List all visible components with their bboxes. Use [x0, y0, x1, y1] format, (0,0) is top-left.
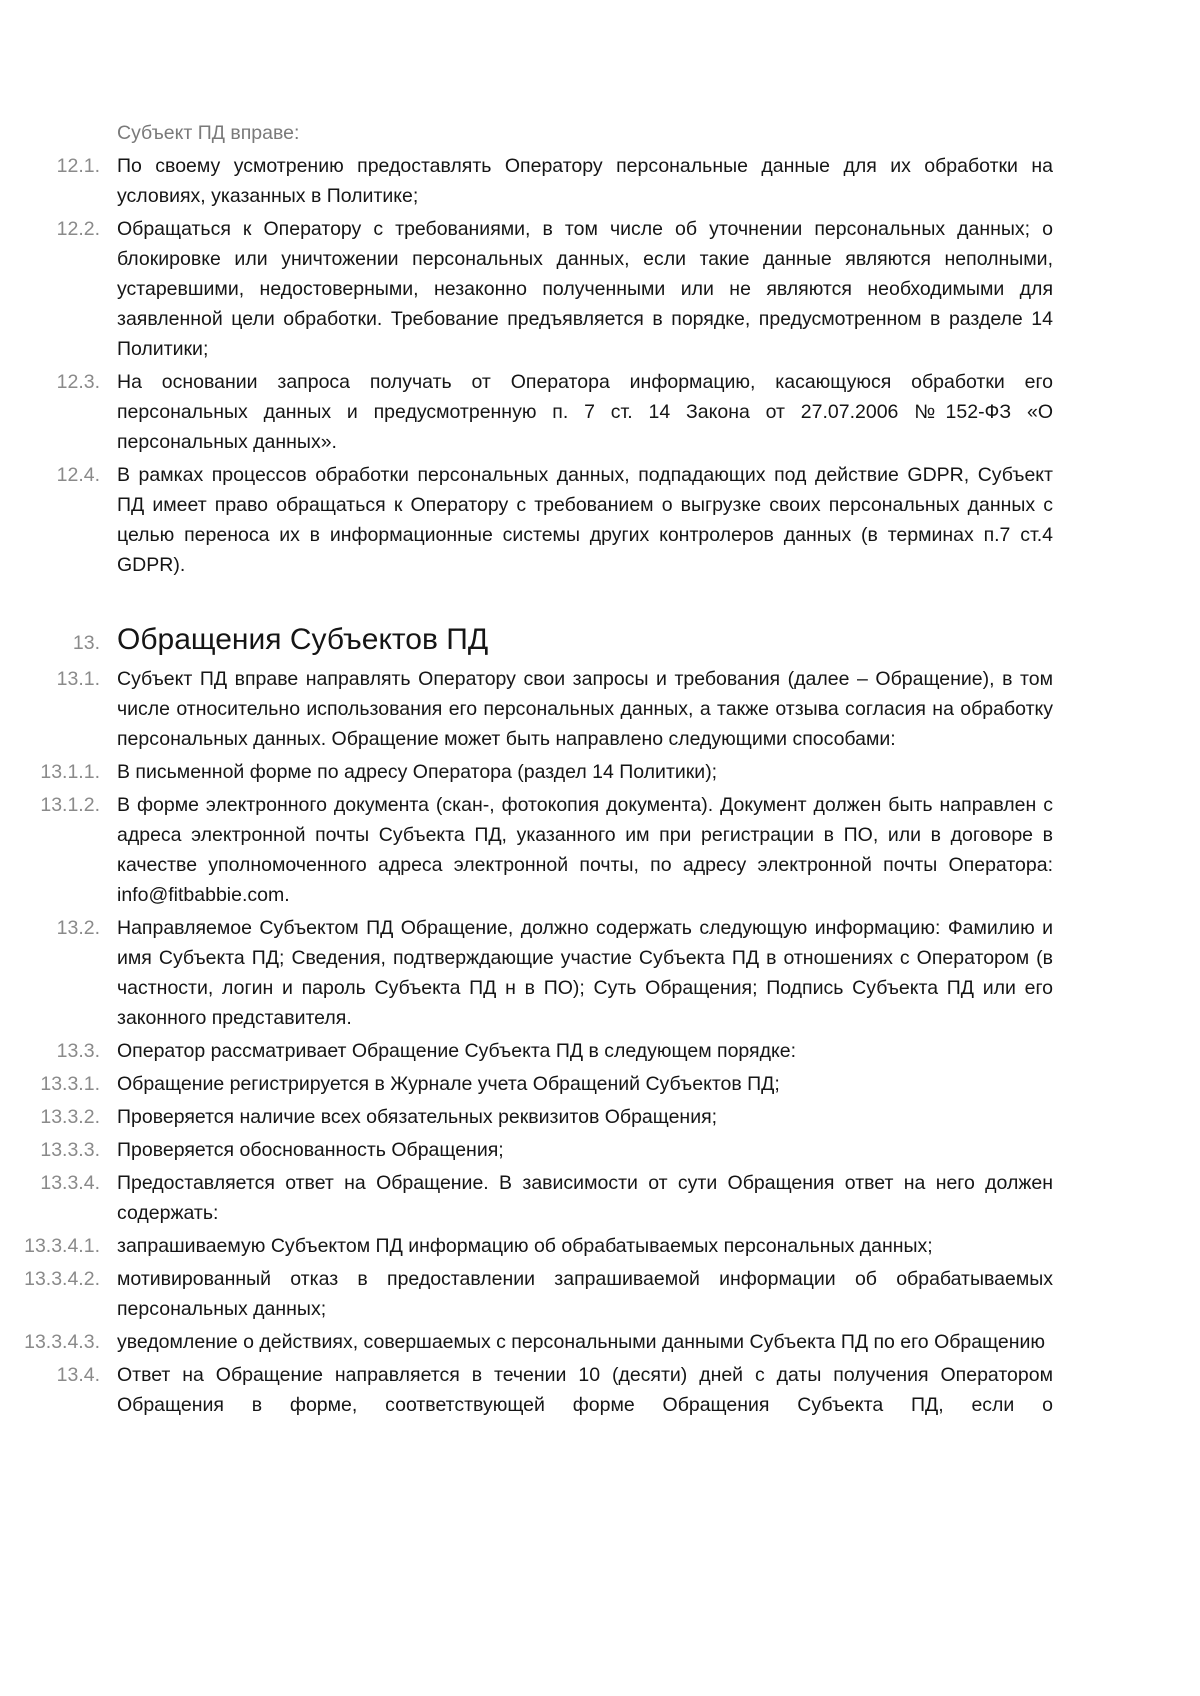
list-item	[0, 1069, 1200, 1099]
list-item	[0, 790, 1200, 910]
heading-title: Обращения Субъектов ПД	[117, 623, 489, 656]
list-item	[0, 1360, 1200, 1420]
heading-number: 13.	[72, 632, 100, 654]
item-text: Субъект ПД вправе направлять Оператору свои запросы и требования (далее – Обращение), в том числе относительно использования его персональных данных, а также отзыва согласия на обработку персональных данных. Обращение может быть направлено следующими способами:	[117, 668, 1053, 750]
item-text: Ответ на Обращение направляется в течении 10 (десяти) дней с даты получения Оператором Обращения в форме, соответствующей форме Обращения Субъекта ПД, если о	[117, 1364, 1053, 1416]
item-text: Обращение регистрируется в Журнале учета Обращений Субъектов ПД;	[117, 1073, 780, 1095]
item-text: В письменной форме по адресу Оператора (раздел 14 Политики);	[117, 761, 718, 783]
item-text: Проверяется обоснованность Обращения;	[117, 1139, 504, 1161]
list-item	[0, 214, 1200, 364]
item-text: В форме электронного документа (скан-, фотокопия документа). Документ должен быть направлен с адреса электронной почты Субъекта ПД, указанного им при регистрации в ПО, или в договоре в качестве уполномоченного адреса электронной почты, по адресу электронной почты Оператора: info@fitbabbie.com.	[117, 794, 1053, 906]
list-item	[0, 1102, 1200, 1132]
item-text: Проверяется наличие всех обязательных реквизитов Обращения;	[117, 1106, 718, 1128]
item-number: 13.3.4.	[40, 1172, 100, 1194]
item-number: 13.1.1.	[40, 761, 100, 783]
item-number: 13.3.4.2.	[24, 1268, 100, 1290]
item-number: 13.3.3.	[40, 1139, 100, 1161]
item-text: На основании запроса получать от Оператора информацию, касающуюся обработки его персональных данных и предусмотренную п. 7 ст. 14 Закона от 27.07.2006 №152-ФЗ «О персональных данных».	[117, 371, 1053, 453]
item-text: В рамках процессов обработки персональных данных, подпадающих под действие GDPR, Субъект ПД имеет право обращаться к Оператору с требованием о выгрузке своих персональных данных с целью переноса их в информационные системы других контролеров данных (в терминах п.7 ст.4 GDPR).	[117, 464, 1053, 576]
document-page	[0, 118, 1200, 1420]
item-text: уведомление о действиях, совершаемых с персональными данными Субъекта ПД по его Обращению	[117, 1331, 1046, 1353]
item-text: Оператор рассматривает Обращение Субъекта ПД в следующем порядке:	[117, 1040, 797, 1062]
list-item	[0, 913, 1200, 1033]
item-text: По своему усмотрению предоставлять Оператору персональные данные для их обработки на условиях, указанных в Политике;	[117, 155, 1053, 207]
item-number: 12.4.	[56, 464, 100, 486]
list-item	[0, 1135, 1200, 1165]
item-number: 13.3.4.1.	[24, 1235, 100, 1257]
list-item	[0, 1036, 1200, 1066]
item-text: Предоставляется ответ на Обращение. В зависимости от сути Обращения ответ на него должен содержать:	[117, 1172, 1053, 1224]
list-item	[0, 460, 1200, 580]
item-number: 13.3.4.3.	[24, 1331, 100, 1353]
item-text: мотивированный отказ в предоставлении запрашиваемой информации об обрабатываемых персональных данных;	[117, 1268, 1053, 1320]
list-item	[0, 1168, 1200, 1228]
list-item	[0, 1231, 1200, 1261]
list-item	[0, 757, 1200, 787]
item-number: 13.3.	[56, 1040, 100, 1062]
list-item	[0, 367, 1200, 457]
list-item	[0, 664, 1200, 754]
item-number: 13.3.2.	[40, 1106, 100, 1128]
item-number: 12.1.	[56, 155, 100, 177]
item-number: 13.2.	[56, 917, 100, 939]
item-text: запрашиваемую Субъектом ПД информацию об обрабатываемых персональных данных;	[117, 1235, 933, 1257]
item-number: 13.1.2.	[40, 794, 100, 816]
item-text: Направляемое Субъектом ПД Обращение, должно содержать следующую информацию: Фамилию и имя Субъекта ПД; Сведения, подтверждающие участие Субъекта ПД в отношениях с Оператором (в частности, логин и пароль Субъекта ПД н в ПО); Суть Обращения; Подпись Субъекта ПД или его законного представителя.	[117, 917, 1053, 1029]
section-12-intro: Субъект ПД вправе:	[117, 122, 300, 144]
item-number: 12.2.	[56, 218, 100, 240]
item-number: 13.4.	[56, 1364, 100, 1386]
section-13-heading	[0, 620, 1200, 660]
list-item	[0, 151, 1200, 211]
list-item	[0, 1327, 1200, 1357]
list-item	[0, 1264, 1200, 1324]
item-number: 12.3.	[56, 371, 100, 393]
item-text: Обращаться к Оператору с требованиями, в том числе об уточнении персональных данных; о блокировке или уничтожении персональных данных, если такие данные являются неполными, устаревшими, недостоверными, незаконно полученными или не являются необходимыми для заявленной цели обработки. Требование предъявляется в порядке, предусмотренном в разделе 14 Политики;	[117, 218, 1053, 360]
item-number: 13.1.	[56, 668, 100, 690]
item-number: 13.3.1.	[40, 1073, 100, 1095]
